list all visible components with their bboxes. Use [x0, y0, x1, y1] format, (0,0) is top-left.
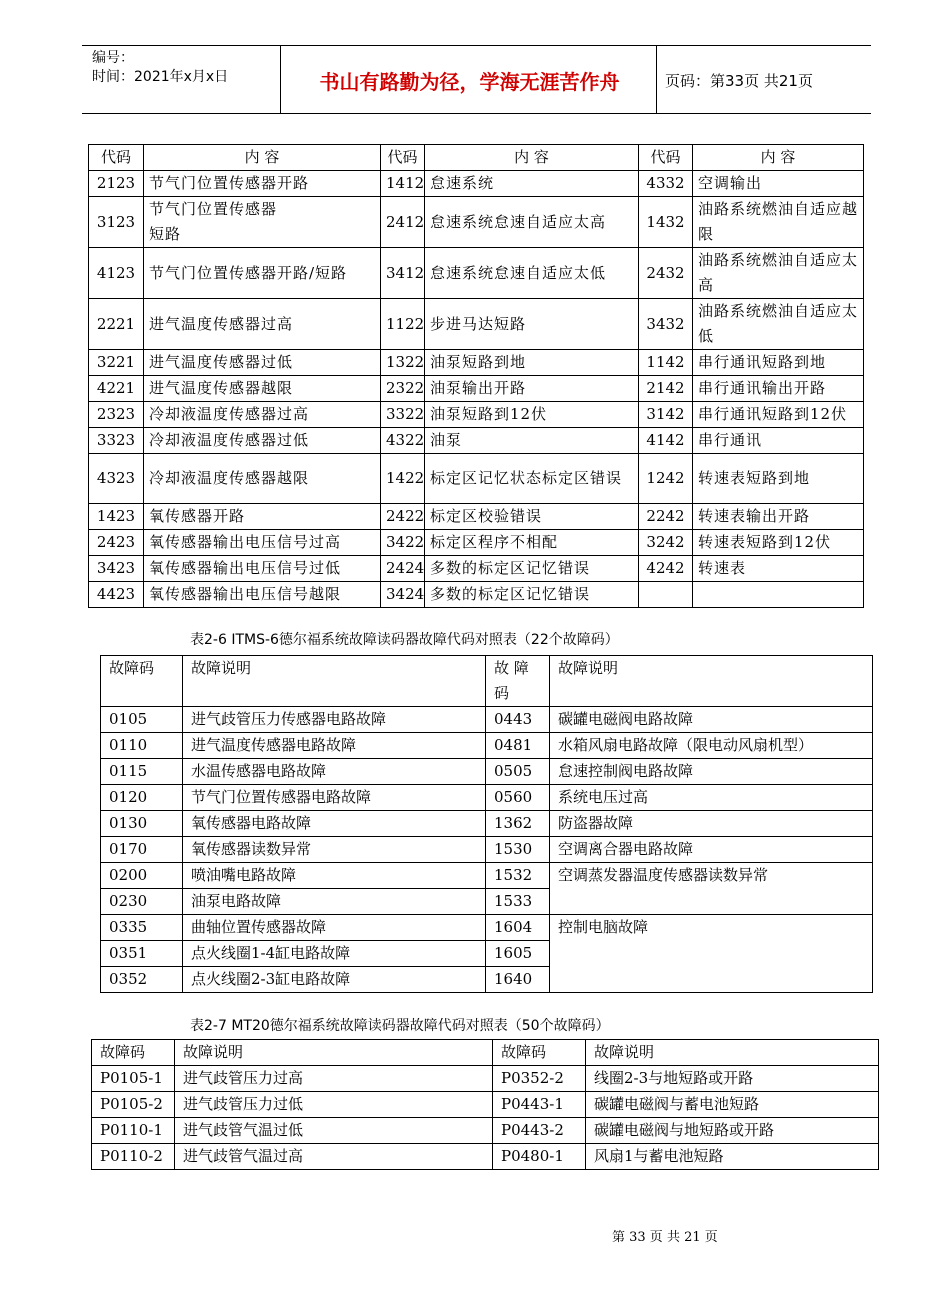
fault-code: 1605	[486, 941, 550, 967]
fault-description: 油泵	[425, 428, 639, 454]
fault-description: 串行通讯	[693, 428, 864, 454]
table-row	[89, 556, 864, 582]
table3-caption: 表2-7 MT20德尔福系统故障读码器故障代码对照表（50个故障码）	[190, 1018, 610, 1034]
fault-code: 0560	[486, 785, 550, 811]
fault-code: 3423	[89, 556, 144, 582]
fault-code: 2422	[381, 504, 425, 530]
table-row	[89, 530, 864, 556]
fault-code: 1412	[381, 171, 425, 197]
fault-code-table-1	[88, 144, 864, 608]
fault-code: 3432	[639, 299, 693, 350]
table-row	[101, 707, 873, 733]
fault-description: 串行通讯输出开路	[693, 376, 864, 402]
fault-description: 怠速系统怠速自适应太低	[425, 248, 639, 299]
fault-code: 2242	[639, 504, 693, 530]
fault-description: 油路系统燃油自适应越限	[693, 197, 864, 248]
fault-description: 系统电压过高	[550, 785, 873, 811]
fault-code: 1604	[486, 915, 550, 941]
fault-code: 2142	[639, 376, 693, 402]
fault-code: 1532	[486, 863, 550, 889]
table-row	[89, 197, 864, 248]
fault-code: P0110-2	[92, 1144, 175, 1170]
fault-code: 4332	[639, 171, 693, 197]
number-label: 编号：	[92, 50, 134, 66]
fault-description: 防盗器故障	[550, 811, 873, 837]
fault-code: 2322	[381, 376, 425, 402]
fault-description: 点火线圈1-4缸电路故障	[183, 941, 486, 967]
fault-description: 转速表	[693, 556, 864, 582]
table-row	[92, 1118, 879, 1144]
fault-code: 0110	[101, 733, 183, 759]
fault-description: 节气门位置传感器开路/短路	[144, 248, 381, 299]
fault-description: 节气门位置传感器开路	[144, 171, 381, 197]
fault-description: 转速表短路到地	[693, 454, 864, 504]
fault-code: 4142	[639, 428, 693, 454]
header-code: 故障码	[92, 1040, 175, 1066]
table-row	[101, 759, 873, 785]
fault-code: 4323	[89, 454, 144, 504]
fault-code: 1533	[486, 889, 550, 915]
fault-description: 碳罐电磁阀与蓄电池短路	[586, 1092, 879, 1118]
fault-code: 0443	[486, 707, 550, 733]
fault-code: 1322	[381, 350, 425, 376]
fault-description: 进气歧管压力传感器电路故障	[183, 707, 486, 733]
fault-code: 2432	[639, 248, 693, 299]
fault-description: 油泵输出开路	[425, 376, 639, 402]
fault-code: 0130	[101, 811, 183, 837]
fault-description: 怠速控制阀电路故障	[550, 759, 873, 785]
fault-code: P0105-1	[92, 1066, 175, 1092]
fault-description: 喷油嘴电路故障	[183, 863, 486, 889]
table-row	[89, 428, 864, 454]
fault-code: 3323	[89, 428, 144, 454]
table-row	[89, 248, 864, 299]
fault-code: 4242	[639, 556, 693, 582]
fault-description: 水温传感器电路故障	[183, 759, 486, 785]
fault-description: 空调离合器电路故障	[550, 837, 873, 863]
fault-code: 1122	[381, 299, 425, 350]
time-label: 时间：2021年x月x日	[92, 69, 229, 85]
fault-code: 2412	[381, 197, 425, 248]
fault-code: 3142	[639, 402, 693, 428]
fault-description: 步进马达短路	[425, 299, 639, 350]
fault-description: 水箱风扇电路故障（限电动风扇机型）	[550, 733, 873, 759]
fault-description: 进气温度传感器过高	[144, 299, 381, 350]
header-description: 故障说明	[586, 1040, 879, 1066]
fault-description: 多数的标定区记忆错误	[425, 582, 639, 608]
fault-description: 碳罐电磁阀电路故障	[550, 707, 873, 733]
fault-code: 1422	[381, 454, 425, 504]
header-description: 故障说明	[550, 656, 873, 707]
table-row	[101, 915, 873, 941]
fault-description: 转速表短路到12伏	[693, 530, 864, 556]
fault-code: P0443-2	[493, 1118, 586, 1144]
header-content: 内 容	[693, 145, 864, 171]
table-row	[92, 1066, 879, 1092]
fault-code: 0115	[101, 759, 183, 785]
fault-code: 2323	[89, 402, 144, 428]
fault-code: 0170	[101, 837, 183, 863]
fault-code: 0200	[101, 863, 183, 889]
fault-description: 怠速系统怠速自适应太高	[425, 197, 639, 248]
fault-description: 空调输出	[693, 171, 864, 197]
header-code: 代码	[381, 145, 425, 171]
fault-description: 进气歧管气温过高	[175, 1144, 493, 1170]
fault-description: 冷却液温度传感器越限	[144, 454, 381, 504]
fault-code-table-3	[91, 1039, 879, 1170]
table-row	[101, 733, 873, 759]
fault-description: 空调蒸发器温度传感器读数异常	[550, 863, 873, 915]
fault-description: 节气门位置传感器电路故障	[183, 785, 486, 811]
fault-description: 氧传感器输出电压信号越限	[144, 582, 381, 608]
header-description: 故障说明	[183, 656, 486, 707]
fault-code	[639, 582, 693, 608]
fault-description: 冷却液温度传感器过高	[144, 402, 381, 428]
fault-description: 标定区校验错误	[425, 504, 639, 530]
table-row	[89, 582, 864, 608]
fault-description: 多数的标定区记忆错误	[425, 556, 639, 582]
fault-description: 氧传感器输出电压信号过高	[144, 530, 381, 556]
fault-code: 2221	[89, 299, 144, 350]
header-divider	[280, 46, 281, 113]
table-row	[101, 863, 873, 889]
fault-description: 进气温度传感器电路故障	[183, 733, 486, 759]
fault-code: 3424	[381, 582, 425, 608]
fault-code: 0351	[101, 941, 183, 967]
fault-code: 0335	[101, 915, 183, 941]
fault-code: 3123	[89, 197, 144, 248]
fault-code: 1432	[639, 197, 693, 248]
table-row	[92, 1092, 879, 1118]
fault-description: 进气温度传感器过低	[144, 350, 381, 376]
fault-description: 曲轴位置传感器故障	[183, 915, 486, 941]
header-motto: 书山有路勤为径，学海无涯苦作舟	[319, 70, 620, 94]
table-header-row	[89, 145, 864, 171]
fault-description	[693, 582, 864, 608]
fault-code: 3322	[381, 402, 425, 428]
fault-description: 油路系统燃油自适应太高	[693, 248, 864, 299]
fault-description: 油泵电路故障	[183, 889, 486, 915]
header-meta	[92, 49, 228, 87]
fault-code: 0505	[486, 759, 550, 785]
fault-description: 进气歧管压力过低	[175, 1092, 493, 1118]
header-code: 故障码	[101, 656, 183, 707]
fault-code: 3422	[381, 530, 425, 556]
header-code: 故 障 码	[486, 656, 550, 707]
table-row	[89, 376, 864, 402]
fault-code: 0105	[101, 707, 183, 733]
fault-code: P0443-1	[493, 1092, 586, 1118]
fault-description: 氧传感器开路	[144, 504, 381, 530]
fault-code: P0480-1	[493, 1144, 586, 1170]
fault-code: 1142	[639, 350, 693, 376]
fault-code: 0481	[486, 733, 550, 759]
fault-description: 氧传感器输出电压信号过低	[144, 556, 381, 582]
fault-code: 0352	[101, 967, 183, 993]
fault-description: 标定区程序不相配	[425, 530, 639, 556]
fault-code: 0120	[101, 785, 183, 811]
fault-code: 4423	[89, 582, 144, 608]
fault-code: 3242	[639, 530, 693, 556]
page-footer: 第 33 页 共 21 页	[612, 1230, 718, 1245]
fault-description: 控制电脑故障	[550, 915, 873, 993]
fault-code: 3412	[381, 248, 425, 299]
fault-description: 转速表输出开路	[693, 504, 864, 530]
page-header	[82, 45, 871, 114]
fault-code: 2123	[89, 171, 144, 197]
table-header-row	[101, 656, 873, 707]
fault-description: 串行通讯短路到12伏	[693, 402, 864, 428]
table-row	[101, 837, 873, 863]
fault-description: 氧传感器电路故障	[183, 811, 486, 837]
table-row	[101, 811, 873, 837]
fault-code-table-2	[100, 655, 873, 993]
fault-code: P0110-1	[92, 1118, 175, 1144]
header-content: 内 容	[425, 145, 639, 171]
fault-code: 2423	[89, 530, 144, 556]
header-content: 内 容	[144, 145, 381, 171]
table-row	[89, 402, 864, 428]
table-row	[89, 171, 864, 197]
fault-description: 油泵短路到12伏	[425, 402, 639, 428]
fault-description: 碳罐电磁阀与地短路或开路	[586, 1118, 879, 1144]
fault-code: 3221	[89, 350, 144, 376]
table-row	[89, 299, 864, 350]
fault-description: 线圈2-3与地短路或开路	[586, 1066, 879, 1092]
fault-code: 4322	[381, 428, 425, 454]
fault-description: 节气门位置传感器 短路	[144, 197, 381, 248]
table2-caption: 表2-6 ITMS-6德尔福系统故障读码器故障代码对照表（22个故障码）	[190, 632, 619, 648]
fault-code: 1242	[639, 454, 693, 504]
fault-code: 0230	[101, 889, 183, 915]
fault-code: 1530	[486, 837, 550, 863]
header-page-label: 页码：第33页 共21页	[665, 72, 813, 90]
fault-code: 1423	[89, 504, 144, 530]
header-code: 故障码	[493, 1040, 586, 1066]
fault-description: 怠速系统	[425, 171, 639, 197]
fault-description: 风扇1与蓄电池短路	[586, 1144, 879, 1170]
header-code: 代码	[89, 145, 144, 171]
table-row	[101, 785, 873, 811]
fault-description: 进气温度传感器越限	[144, 376, 381, 402]
table-header-row	[92, 1040, 879, 1066]
table-row	[89, 504, 864, 530]
fault-code: P0105-2	[92, 1092, 175, 1118]
fault-description: 进气歧管气温过低	[175, 1118, 493, 1144]
fault-description: 油泵短路到地	[425, 350, 639, 376]
fault-description: 标定区记忆状态标定区错误	[425, 454, 639, 504]
fault-description: 串行通讯短路到地	[693, 350, 864, 376]
fault-description: 进气歧管压力过高	[175, 1066, 493, 1092]
fault-code: P0352-2	[493, 1066, 586, 1092]
fault-code: 1362	[486, 811, 550, 837]
fault-description: 点火线圈2-3缸电路故障	[183, 967, 486, 993]
header-description: 故障说明	[175, 1040, 493, 1066]
fault-description: 油路系统燃油自适应太低	[693, 299, 864, 350]
table-row	[89, 454, 864, 504]
fault-description: 冷却液温度传感器过低	[144, 428, 381, 454]
fault-code: 4221	[89, 376, 144, 402]
fault-code: 1640	[486, 967, 550, 993]
fault-code: 4123	[89, 248, 144, 299]
fault-code: 2424	[381, 556, 425, 582]
header-code: 代码	[639, 145, 693, 171]
fault-description: 氧传感器读数异常	[183, 837, 486, 863]
table-row	[89, 350, 864, 376]
table-row	[92, 1144, 879, 1170]
